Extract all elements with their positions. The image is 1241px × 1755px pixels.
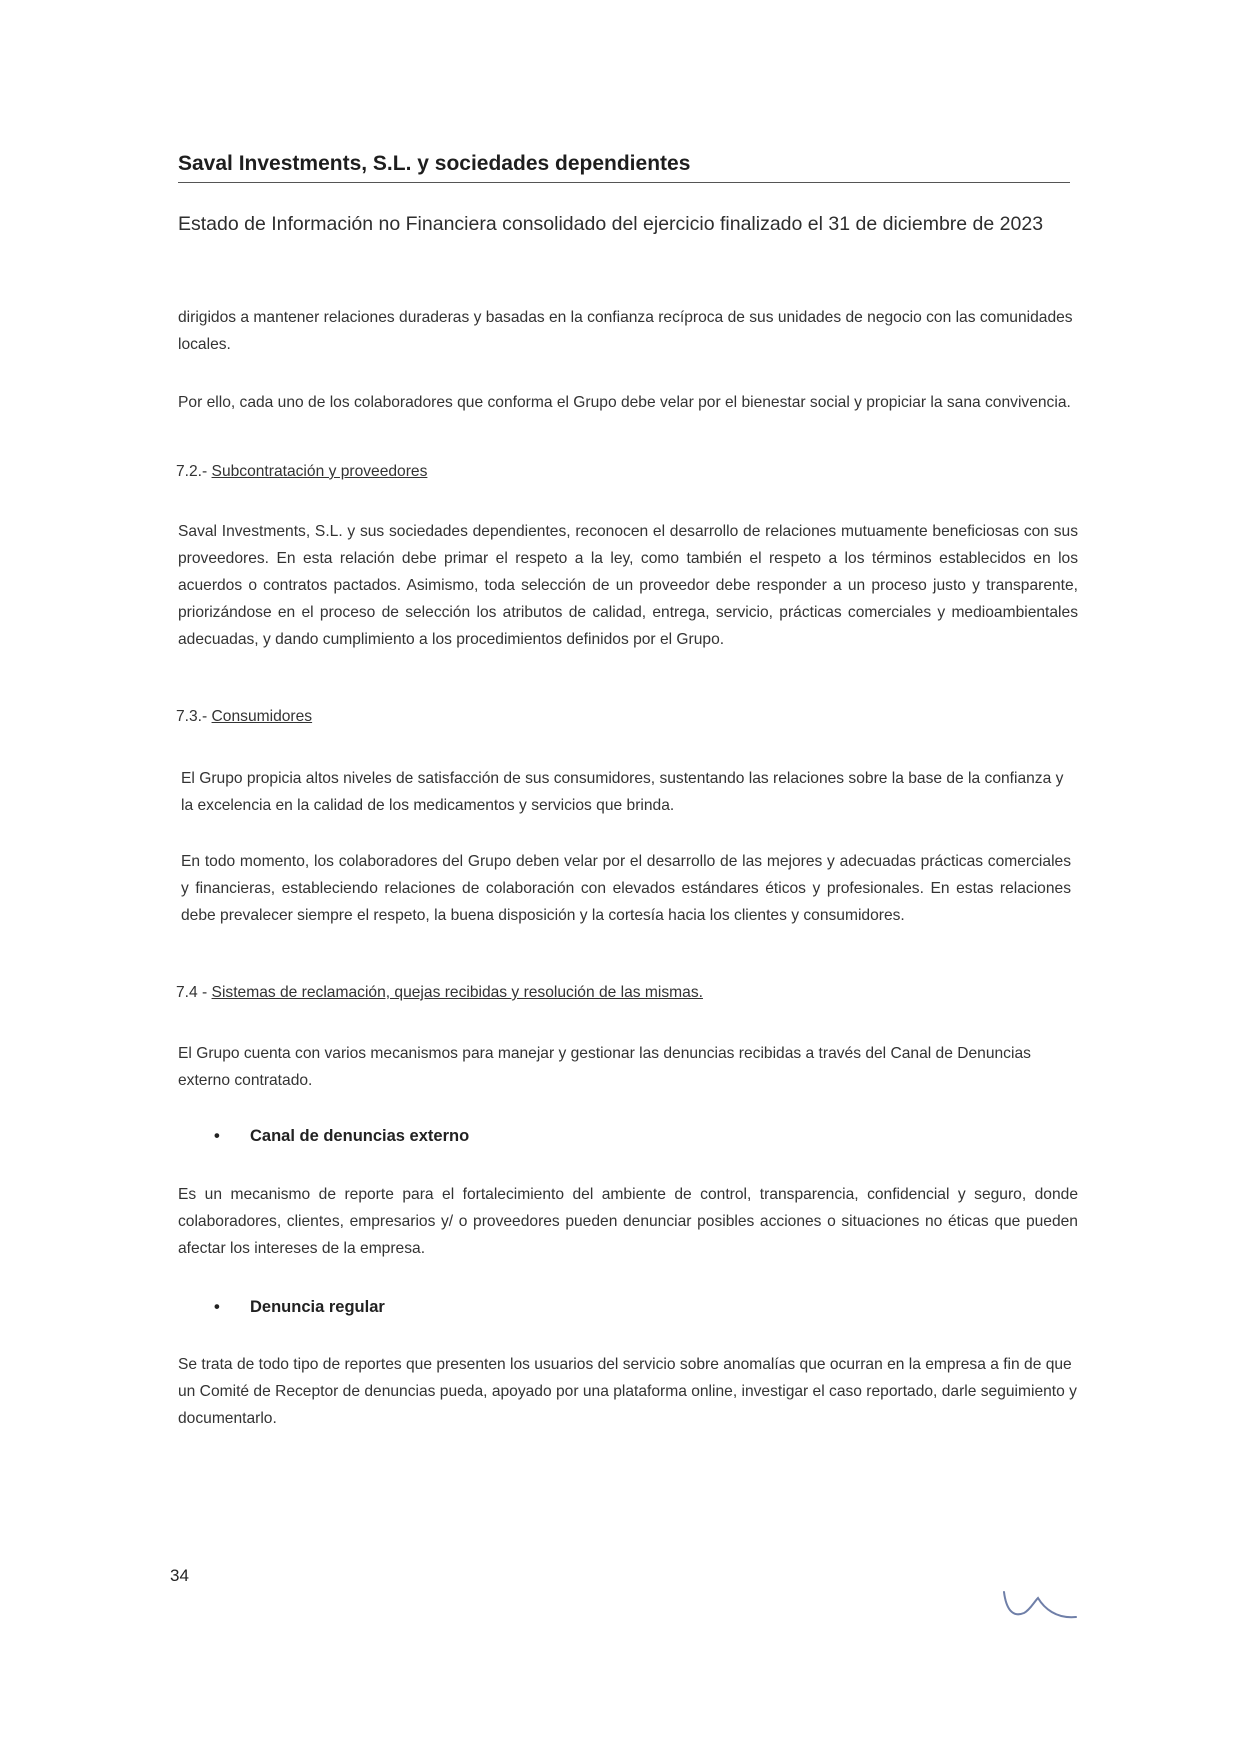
section-heading-7-2 [176, 463, 427, 481]
company-title: Saval Investments, S.L. y sociedades dependientes [178, 152, 1070, 183]
bullet-label: Denuncia regular [250, 1298, 385, 1316]
bullet-icon: • [214, 1127, 220, 1145]
signature-icon [1000, 1586, 1080, 1626]
report-subtitle: Estado de Información no Financiera consolidado del ejercicio finalizado el 31 de diciembre de 2023 [178, 213, 1044, 235]
section-title: Consumidores [211, 708, 313, 725]
page-number: 34 [170, 1566, 189, 1585]
bullet-label: Canal de denuncias externo [250, 1127, 470, 1145]
section-number: 7.4 - [176, 984, 208, 1001]
bullet-icon: • [214, 1298, 220, 1316]
paragraph-consumidores: El Grupo propicia altos niveles de satisfacción de sus consumidores, sustentando las relaciones sobre la base de la confianza y la excelencia en la calidad de los medicamentos y servicios que brinda. [181, 770, 1064, 814]
paragraph-proveedores: Saval Investments, S.L. y sus sociedades dependientes, reconocen el desarrollo de relaciones mutuamente beneficiosas con sus proveedores. En esta relación debe primar el respeto a la ley, como también el respeto a los términos establecidos en los acuerdos o contratos pactados. Asimismo, toda selección de un proveedor debe responder a un proceso justo y transparente, priorizándose en el proceso de selección los atributos de calidad, entrega, servicio, prácticas comerciales y medioambientales adecuadas, y dando cumplimiento a los procedimientos definidos por el Grupo. [178, 523, 1078, 648]
section-heading-7-3 [176, 708, 312, 726]
paragraph-convivencia: Por ello, cada uno de los colaboradores que conforma el Grupo debe velar por el bienestar social y propiciar la sana convivencia. [178, 394, 1071, 411]
paragraph-denuncia-regular: Se trata de todo tipo de reportes que presenten los usuarios del servicio sobre anomalías que ocurran en la empresa a fin de que un Comité de Receptor de denuncias pueda, apoyado por una plataforma online, investigar el caso reportado, darle seguimiento y documentarlo. [178, 1356, 1077, 1427]
section-title: Subcontratación y proveedores [211, 463, 428, 480]
paragraph-mecanismos: El Grupo cuenta con varios mecanismos para manejar y gestionar las denuncias recibidas a través del Canal de Denuncias externo contratado. [178, 1045, 1031, 1089]
section-number: 7.2.- [176, 463, 208, 480]
section-heading-7-4 [176, 984, 703, 1002]
paragraph-canal: Es un mecanismo de reporte para el fortalecimiento del ambiente de control, transparencia, confidencial y seguro, donde colaboradores, clientes, empresarios y/ o proveedores pueden denunciar posibles acciones o situaciones no éticas que pueden afectar los intereses de la empresa. [178, 1186, 1078, 1257]
section-title: Sistemas de reclamación, quejas recibidas y resolución de las mismas. [211, 984, 703, 1001]
paragraph-colaboradores: En todo momento, los colaboradores del Grupo deben velar por el desarrollo de las mejores y adecuadas prácticas comerciales y financieras, estableciendo relaciones de colaboración con elevados estándares éticos y profesionales. En estas relaciones debe prevalecer siempre el respeto, la buena disposición y la cortesía hacia los clientes y consumidores. [181, 853, 1071, 924]
bullet-canal-denuncias [214, 1127, 469, 1146]
bullet-denuncia-regular [214, 1298, 385, 1317]
section-number: 7.3.- [176, 708, 208, 725]
paragraph-intro: dirigidos a mantener relaciones duraderas y basadas en la confianza recíproca de sus unidades de negocio con las comunidades locales. [178, 309, 1073, 353]
